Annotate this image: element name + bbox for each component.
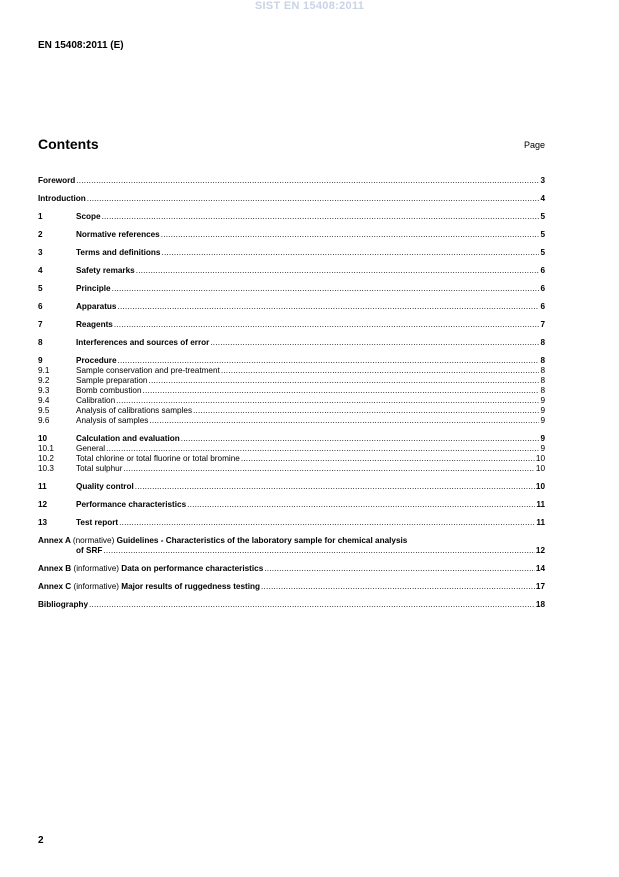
toc-title: Terms and definitions [76, 248, 161, 257]
annex-title: Guidelines - Characteristics of the laboratory sample for chemical analysis [116, 536, 408, 545]
toc-entry-12[interactable] [38, 500, 545, 510]
toc-page: 10 [535, 454, 545, 463]
toc-title: Calibration [76, 396, 116, 405]
toc-title: Bomb combustion [76, 386, 142, 395]
toc-page: 8 [540, 356, 545, 365]
toc-page: 8 [540, 376, 545, 385]
toc-leader [135, 482, 535, 492]
toc-entry-bibliography[interactable] [38, 600, 545, 610]
toc-page: 14 [535, 564, 545, 573]
toc-title: Interferences and sources of error [76, 338, 210, 347]
annex-label: Annex B [38, 564, 72, 573]
toc-title: Procedure [76, 356, 117, 365]
toc-entry-annex-c[interactable] [38, 582, 545, 592]
toc-title: Introduction [38, 194, 86, 203]
toc-number: 9.1 [38, 366, 50, 375]
toc-leader [114, 320, 540, 330]
toc-leader [87, 194, 540, 204]
toc-title: Analysis of samples [76, 416, 149, 425]
toc-page: 4 [540, 194, 545, 203]
toc-entry-4[interactable] [38, 266, 545, 276]
toc-entry-annex-b[interactable] [38, 564, 545, 574]
toc-number: 6 [38, 302, 43, 311]
toc-leader [261, 582, 535, 592]
toc-entry-13[interactable] [38, 518, 545, 528]
contents-heading: Contents [38, 136, 99, 152]
toc-page: 12 [535, 546, 545, 555]
toc-entry-11[interactable] [38, 482, 545, 492]
toc-number: 7 [38, 320, 43, 329]
toc-number: 5 [38, 284, 43, 293]
toc-page: 10 [535, 482, 545, 491]
toc-entry-9-2[interactable] [38, 376, 545, 386]
toc-page: 8 [540, 338, 545, 347]
toc-title: Normative references [76, 230, 160, 239]
annex-type: (informative) [73, 582, 119, 591]
toc-number: 9 [38, 356, 43, 365]
annex-label: Annex A [38, 536, 71, 545]
toc-leader [102, 212, 540, 222]
toc-entry-9-5[interactable] [38, 406, 545, 416]
toc-page: 17 [535, 582, 545, 591]
toc-leader [103, 546, 535, 556]
toc-title: Total sulphur [76, 464, 123, 473]
toc-number: 13 [38, 518, 48, 527]
toc-number: 10.3 [38, 464, 54, 473]
toc-page: 11 [536, 518, 545, 527]
toc-number: 12 [38, 500, 48, 509]
toc-entry-8[interactable] [38, 338, 545, 348]
toc-title [38, 536, 407, 546]
toc-number: 9.6 [38, 416, 50, 425]
annex-title: Major results of ruggedness testing [121, 582, 261, 591]
toc-entry-10-3[interactable] [38, 464, 545, 474]
toc-title: Bibliography [38, 600, 89, 609]
toc-page: 5 [540, 230, 545, 239]
toc-leader [136, 266, 540, 276]
toc-entry-5[interactable] [38, 284, 545, 294]
toc-entry-2[interactable] [38, 230, 545, 240]
toc-page: 9 [540, 396, 545, 405]
toc-entry-9-4[interactable] [38, 396, 545, 406]
toc-entry-introduction[interactable] [38, 194, 545, 204]
page-column-label: Page [523, 140, 545, 150]
toc-number: 10.1 [38, 444, 54, 453]
toc-title: Quality control [76, 482, 134, 491]
toc-leader [264, 564, 535, 574]
toc-number: 10 [38, 434, 48, 443]
toc-leader [181, 434, 540, 444]
toc-leader [148, 376, 539, 386]
toc-page: 9 [540, 416, 545, 425]
toc-entry-9-3[interactable] [38, 386, 545, 396]
toc-page: 5 [540, 212, 545, 221]
toc-leader [89, 600, 535, 610]
toc-leader [119, 518, 535, 528]
annex-type: (normative) [72, 536, 115, 545]
watermark: SIST EN 15408:2011 [254, 0, 365, 12]
toc-title: Reagents [76, 320, 113, 329]
page-number: 2 [38, 835, 44, 846]
toc-page: 9 [540, 434, 545, 443]
toc-leader [118, 356, 540, 366]
toc-page: 6 [540, 302, 545, 311]
toc-entry-10-2[interactable] [38, 454, 545, 464]
toc-leader [76, 176, 539, 186]
toc-entry-foreword[interactable] [38, 176, 545, 186]
toc-title: of SRF [76, 546, 103, 555]
toc-leader [149, 416, 539, 426]
toc-entry-9-6[interactable] [38, 416, 545, 426]
toc-number: 2 [38, 230, 43, 239]
toc-page: 8 [540, 366, 545, 375]
toc-entry-6[interactable] [38, 302, 545, 312]
toc-page: 6 [540, 284, 545, 293]
toc-title: Analysis of calibrations samples [76, 406, 193, 415]
toc-leader [161, 248, 539, 258]
toc-leader [187, 500, 535, 510]
toc-number: 9.4 [38, 396, 50, 405]
toc-title: Performance characteristics [76, 500, 187, 509]
toc-title: Principle [76, 284, 111, 293]
table-of-contents [38, 176, 545, 610]
toc-leader [210, 338, 539, 348]
toc-entry-10[interactable] [38, 434, 545, 444]
toc-page: 8 [540, 386, 545, 395]
toc-leader [221, 366, 540, 376]
annex-type: (informative) [73, 564, 119, 573]
toc-page: 5 [540, 248, 545, 257]
toc-entry-10-1[interactable] [38, 444, 545, 454]
toc-page: 6 [540, 266, 545, 275]
toc-leader [106, 444, 539, 454]
toc-title: Total chlorine or total fluorine or total bromine [76, 454, 240, 463]
toc-entry-9-1[interactable] [38, 366, 545, 376]
toc-title: Calculation and evaluation [76, 434, 180, 443]
toc-number: 9.3 [38, 386, 50, 395]
toc-page: 3 [540, 176, 545, 185]
toc-number: 11 [38, 482, 47, 491]
toc-leader [143, 386, 540, 396]
toc-entry-3[interactable] [38, 248, 545, 258]
toc-title: Safety remarks [76, 266, 135, 275]
toc-entry-7[interactable] [38, 320, 545, 330]
toc-leader [193, 406, 539, 416]
toc-title: Test report [76, 518, 119, 527]
toc-leader [123, 464, 534, 474]
toc-page: 7 [540, 320, 545, 329]
toc-number: 10.2 [38, 454, 54, 463]
toc-title [38, 582, 260, 592]
toc-page: 18 [535, 600, 545, 609]
toc-title: Sample preparation [76, 376, 148, 385]
toc-number: 9.2 [38, 376, 50, 385]
toc-entry-annex-a-cont[interactable] [38, 546, 545, 556]
toc-leader [241, 454, 535, 464]
toc-page: 9 [540, 444, 545, 453]
toc-title: Foreword [38, 176, 76, 185]
annex-label: Annex C [38, 582, 72, 591]
toc-leader [161, 230, 540, 240]
annex-title: Data on performance characteristics [121, 564, 264, 573]
toc-title: Apparatus [76, 302, 117, 311]
toc-number: 3 [38, 248, 43, 257]
toc-entry-annex-a[interactable] [38, 536, 545, 546]
document-id: EN 15408:2011 (E) [38, 40, 124, 51]
toc-leader [116, 396, 539, 406]
toc-title: Sample conservation and pre-treatment [76, 366, 220, 375]
toc-page: 10 [535, 464, 545, 473]
toc-title: Scope [76, 212, 101, 221]
toc-leader [112, 284, 540, 294]
toc-number: 8 [38, 338, 43, 347]
toc-number: 1 [38, 212, 43, 221]
toc-title [38, 564, 263, 574]
toc-leader [118, 302, 540, 312]
toc-entry-1[interactable] [38, 212, 545, 222]
toc-page: 11 [536, 500, 545, 509]
toc-title: General [76, 444, 106, 453]
toc-entry-9[interactable] [38, 356, 545, 366]
toc-number: 4 [38, 266, 43, 275]
toc-page: 9 [540, 406, 545, 415]
toc-number: 9.5 [38, 406, 50, 415]
